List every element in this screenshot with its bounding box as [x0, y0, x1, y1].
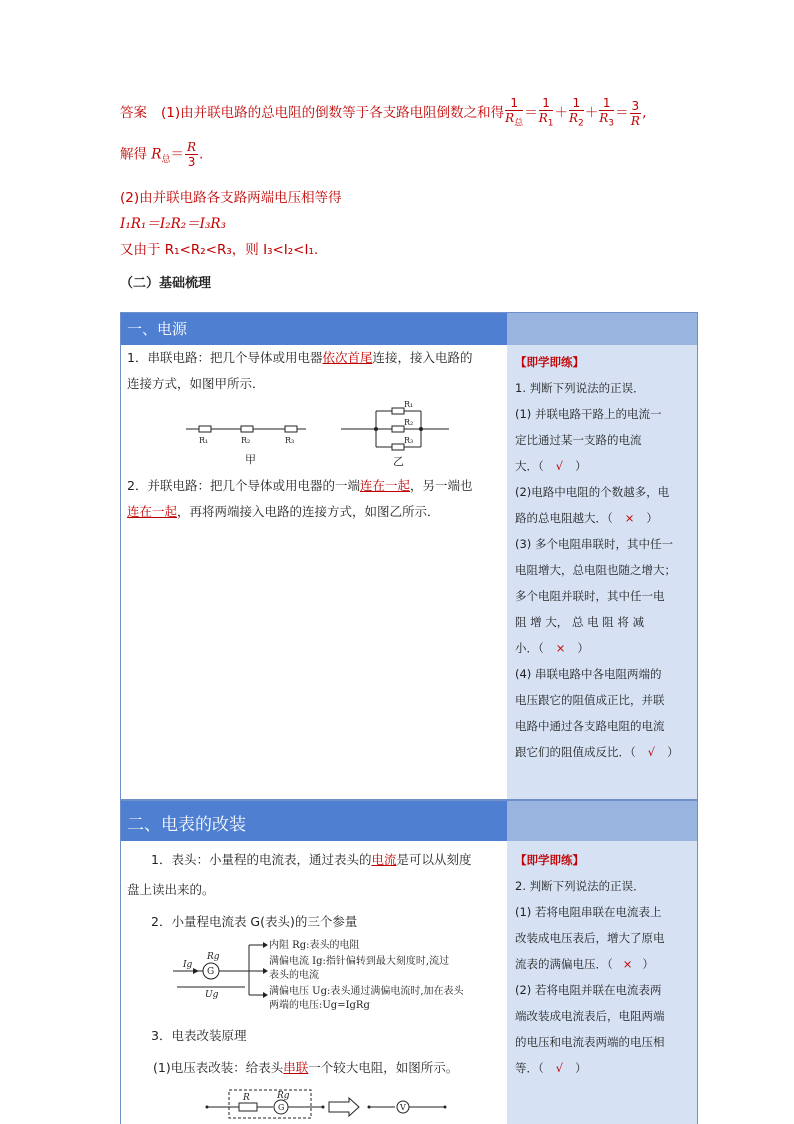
svg-text:Ug: Ug: [205, 990, 219, 1000]
answer-line-1: 答案 (1)由并联电路的总电阻的倒数等于各支路电阻倒数之和得 $\frac{1}{R_总}$ ＝ $\frac{1}{R_1}$ ＋ $\frac{1}{R_2}$ ＋ $\frac{1}{R_3}$ ＝ $\frac{3}{R}$ ,: [120, 96, 647, 129]
section-box-power: [120, 312, 698, 800]
answer-cross: ×: [624, 511, 635, 525]
svg-text:满偏电压 Ug:表头通过满偏电流时,加在表头: 满偏电压 Ug:表头通过满偏电流时,加在表头: [269, 986, 464, 997]
svg-text:内阻 Rg:表头的电阻: 内阻 Rg:表头的电阻: [269, 940, 360, 951]
practice-panel-1: 【即学即练】 1. 判断下列说法的正误． (1) 并联电路干路上的电流一 定比通过某一支路的电流 大．（ √ ） (2)电路中电阻的个数越多，电 路的总电阻越大．（ × ） (3) 多个电阻串联时，其中任一 电阻增大，总电阻也随之增大； 多个电阻并联时，其中任一电 阻 增 大， 总 电 阻 将 减 小．（ × ） (4) 串联电路中各电阻两端的 电压跟它的阻值成正比，并联 电路中通过各支路电阻的电流 跟它们的阻值成反比．（ √ ）: [515, 349, 689, 765]
practice-panel-2: 【即学即练】 2. 判断下列说法的正误． (1) 若将电阻串联在电流表上 改装成电压表后，增大了原电 流表的满偏电压．（ × ） (2) 若将电阻并联在电流表两 端改装成电流表后，电阻两端 的电压和电流表两端的电压相 等．（ √ ）: [515, 847, 689, 1081]
answer-check: √: [555, 459, 564, 473]
answer-line-4: I₁R₁＝I₂R₂＝I₃R₃: [120, 216, 226, 232]
galvanometer-figure: [171, 937, 501, 1017]
section-box-meter: [120, 800, 698, 1124]
parallel-paragraph: 2．并联电路：把几个导体或用电器的一端连在一起，另一端也 连在一起，再将两端接入电路的连接方式，如图乙所示．: [127, 478, 473, 519]
svg-text:乙: 乙: [393, 455, 404, 468]
svg-text:R₁: R₁: [199, 436, 209, 445]
svg-text:Rg: Rg: [277, 1091, 290, 1101]
answer-line-3: (2)由并联电路各支路两端电压相等得: [120, 190, 342, 206]
section-title: （二）基础梳理: [120, 276, 212, 291]
params-heading: 2．小量程电流表 G(表头)的三个参量: [151, 914, 358, 929]
svg-text:V: V: [400, 1103, 406, 1112]
svg-text:R₃: R₃: [285, 436, 295, 445]
svg-text:两端的电压:Ug=IgRg: 两端的电压:Ug=IgRg: [269, 1000, 370, 1011]
svg-text:R₂: R₂: [404, 418, 414, 427]
answer-cross: ×: [555, 641, 566, 655]
voltmeter-figure: [205, 1087, 465, 1121]
svg-text:满偏电流 Ig:指针偏转到最大刻度时,流过: 满偏电流 Ig:指针偏转到最大刻度时,流过: [269, 956, 450, 967]
meter-head-paragraph: 1．表头：小量程的电流表，通过表头的电流是可以从刻度 盘上读出来的。: [127, 852, 472, 897]
svg-text:G: G: [207, 967, 215, 977]
section-header: 一、电源: [127, 320, 188, 338]
answer-line-5: 又由于 R₁<R₂<R₃，则 I₃<I₂<I₁.: [120, 242, 319, 258]
svg-text:R₁: R₁: [404, 400, 414, 409]
section-header: 二、电表的改装: [127, 815, 246, 835]
practice-title: 【即学即练】: [515, 853, 584, 867]
practice-title: 【即学即练】: [515, 355, 584, 369]
svg-text:甲: 甲: [245, 453, 256, 466]
voltmeter-paragraph: (1)电压表改装：给表头串联一个较大电阻，如图所示。: [153, 1060, 459, 1075]
principle-heading: 3．电表改装原理: [151, 1028, 247, 1043]
series-paragraph: 1．串联电路：把几个导体或用电器依次首尾连接，接入电路的 连接方式，如图甲所示．: [127, 350, 473, 391]
svg-text:R: R: [243, 1093, 250, 1103]
answer-cross: ×: [622, 957, 633, 971]
svg-text:R₂: R₂: [241, 436, 251, 445]
answer-check: √: [647, 745, 656, 759]
svg-text:G: G: [278, 1103, 285, 1112]
resistor-r1: [199, 426, 211, 432]
svg-text:Ig: Ig: [183, 960, 193, 970]
answer-line-2: 解得 $R_总=$ $\frac{R}{3}$ .: [120, 140, 204, 169]
svg-text:Rg: Rg: [207, 952, 220, 962]
resistor-r2: [241, 426, 253, 432]
answer-label: 答案: [120, 105, 147, 122]
circuit-figure: [181, 399, 461, 469]
fraction: $\frac{1}{R_总}$: [505, 96, 524, 129]
svg-text:表头的电流: 表头的电流: [269, 970, 319, 981]
resistor-r3: [285, 426, 297, 432]
answer-check: √: [555, 1061, 564, 1075]
svg-text:R₃: R₃: [404, 436, 414, 445]
